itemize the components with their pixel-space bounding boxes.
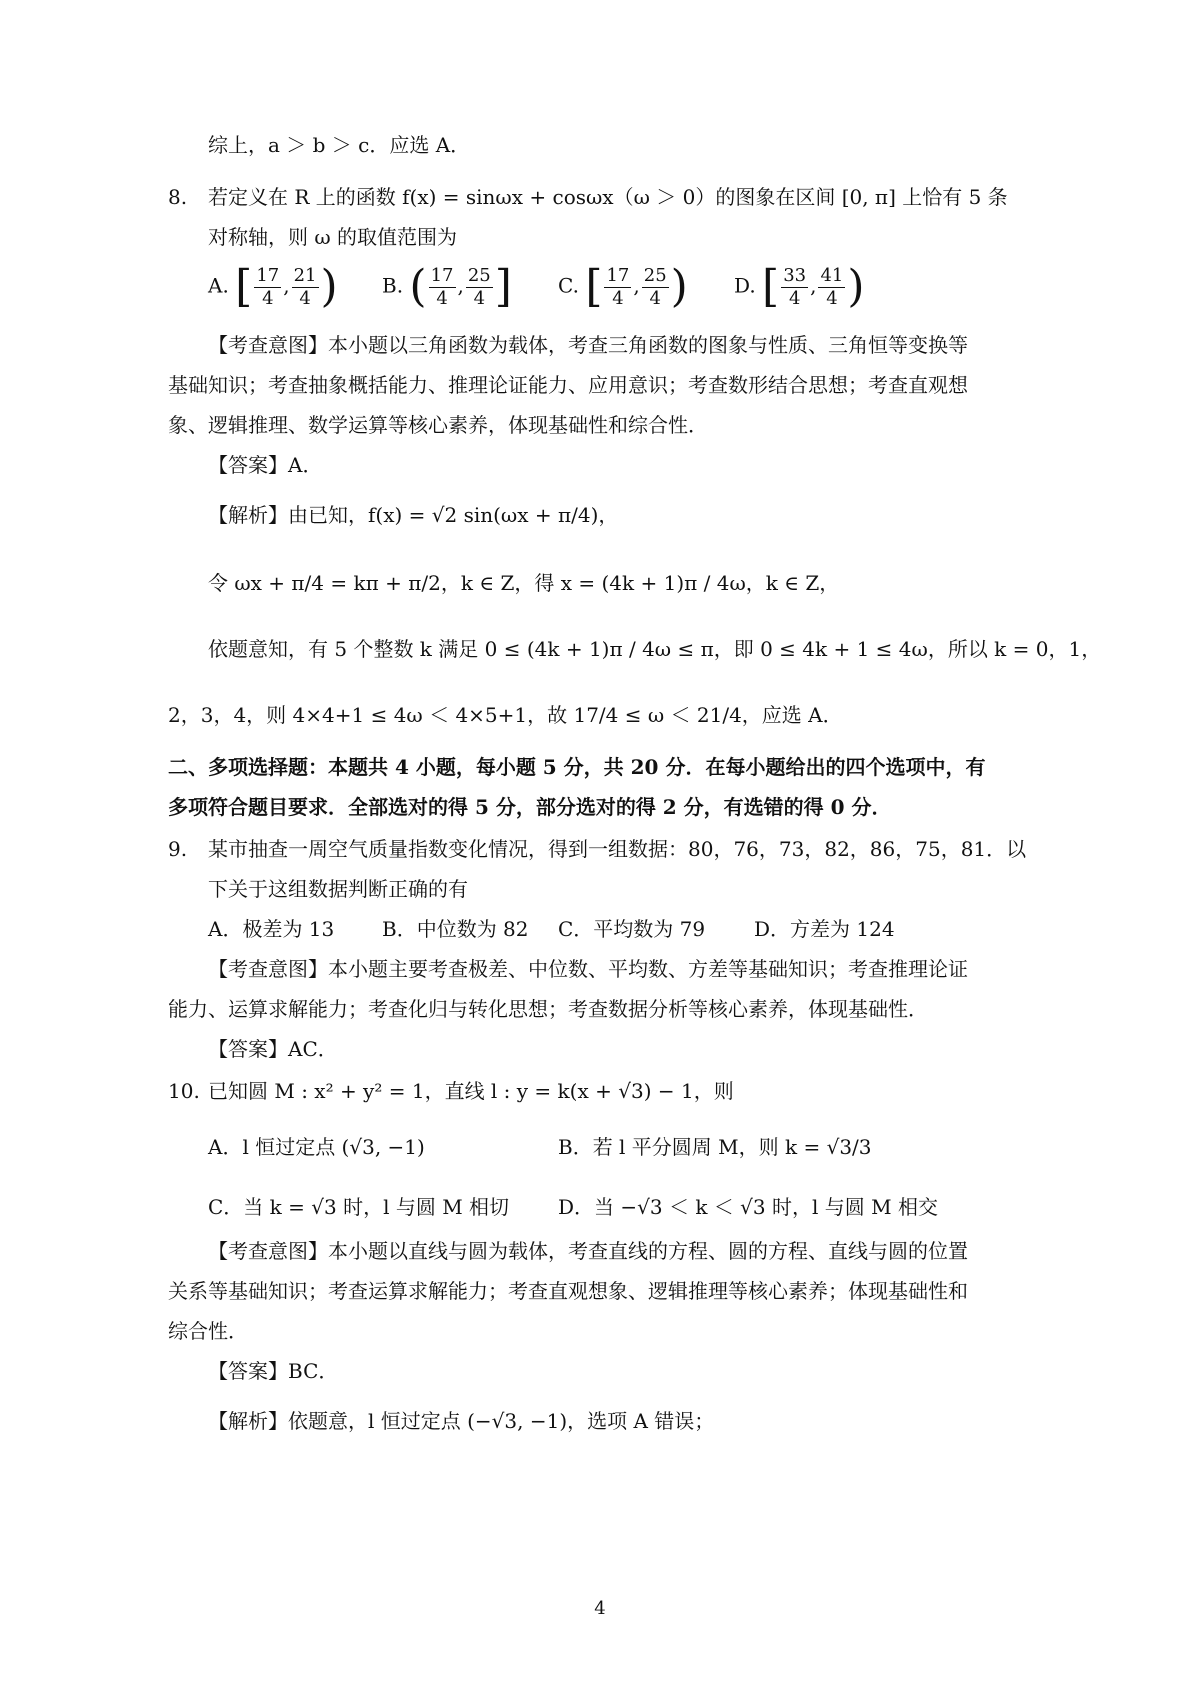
q8-solution-line4: 2，3，4，则 4×4+1 ≤ 4ω ＜ 4×5+1，故 17/4 ≤ ω ＜ 21/4，应选 A． [168, 703, 843, 727]
q8-option-b-frac1: $\frac{17}{4}$ [430, 264, 454, 309]
section2-heading-line1: 二、多项选择题：本题共 4 小题，每小题 5 分，共 20 分．在每小题给出的四个选项中，有 [168, 755, 986, 779]
q8-option-a-frac1: $\frac{17}{4}$ [256, 264, 280, 309]
q8-intent-line2: 基础知识；考查抽象概括能力、推理论证能力、应用意识；考查数形结合思想；考查直观想 [168, 373, 968, 397]
q8-stem-line1: 若定义在 R 上的函数 f(x) = sinωx + cosωx（ω ＞ 0）的图象在区间 [0, π] 上恰有 5 条 [208, 185, 1008, 209]
q9-stem-line1: 某市抽查一周空气质量指数变化情况，得到一组数据：80，76，73，82，86，75，81．以 [208, 837, 1027, 861]
q10-option-c: C．当 k = √3 时，l 与圆 M 相切 [208, 1195, 510, 1219]
q10-intent-line1: 【考查意图】本小题以直线与圆为载体，考查直线的方程、圆的方程、直线与圆的位置 [208, 1239, 968, 1263]
q9-answer: 【答案】AC． [208, 1037, 338, 1061]
q8-option-c-frac1: $\frac{17}{4}$ [606, 264, 630, 309]
q8-intent-line1: 【考查意图】本小题以三角函数为载体，考查三角函数的图象与性质、三角恒等变换等 [208, 333, 968, 357]
q8-option-d-frac1: $\frac{33}{4}$ [783, 264, 807, 309]
q10-option-a: A．l 恒过定点 (√3, −1) [208, 1135, 425, 1159]
q8-option-a-label: A. [208, 273, 229, 298]
q9-option-b: B．中位数为 82 [382, 917, 529, 941]
q9-option-d: D．方差为 124 [754, 917, 895, 941]
q8-stem-line2: 对称轴，则 ω 的取值范围为 [208, 225, 458, 249]
q8-option-c: C. [ $\frac{17}{4}$ , $\frac{25}{4}$ ) [558, 261, 688, 312]
q8-option-d-label: D. [734, 273, 756, 298]
q8-option-d-frac2: $\frac{41}{4}$ [820, 264, 844, 309]
page-number: 4 [594, 1598, 606, 1619]
q10-option-b: B．若 l 平分圆周 M，则 k = √3/3 [558, 1135, 872, 1159]
q9-intent-line2: 能力、运算求解能力；考查化归与转化思想；考查数据分析等核心素养，体现基础性． [168, 997, 928, 1021]
q10-number: 10. [168, 1079, 200, 1103]
q9-number: 9. [168, 837, 188, 861]
q10-intent-line3: 综合性． [168, 1319, 248, 1343]
q10-answer: 【答案】BC． [208, 1359, 339, 1383]
q9-option-c: C．平均数为 79 [558, 917, 706, 941]
q8-number: 8. [168, 185, 188, 209]
q9-option-a: A．极差为 13 [208, 917, 335, 941]
q8-option-a-frac2: $\frac{21}{4}$ [293, 264, 317, 309]
q8-answer: 【答案】A． [208, 453, 323, 477]
q9-stem-line2: 下关于这组数据判断正确的有 [208, 877, 468, 901]
q8-solution-line3: 依题意知，有 5 个整数 k 满足 0 ≤ (4k + 1)π / 4ω ≤ π，即 0 ≤ 4k + 1 ≤ 4ω，所以 k = 0，1， [208, 637, 1102, 661]
q8-option-a-open: [ [235, 261, 253, 312]
q8-option-c-frac2: $\frac{25}{4}$ [643, 264, 667, 309]
q8-option-b: B. ( $\frac{17}{4}$ , $\frac{25}{4}$ ] [382, 261, 512, 312]
q8-option-a-close: ) [320, 261, 338, 312]
q8-option-d: D. [ $\frac{33}{4}$ , $\frac{41}{4}$ ) [734, 261, 865, 312]
q8-option-c-label: C. [558, 273, 579, 298]
q8-solution-line2: 令 ωx + π/4 = kπ + π/2，k ∈ Z，得 x = (4k + 1)π / 4ω，k ∈ Z， [208, 571, 840, 595]
q8-option-b-label: B. [382, 273, 404, 298]
q10-solution-line1: 【解析】依题意，l 恒过定点 (−√3, −1)，选项 A 错误； [208, 1409, 715, 1433]
q9-intent-line1: 【考查意图】本小题主要考查极差、中位数、平均数、方差等基础知识；考查推理论证 [208, 957, 968, 981]
q8-solution-line1: 【解析】由已知，f(x) = √2 sin(ωx + π/4)， [208, 503, 619, 527]
q10-option-d: D．当 −√3 ＜ k ＜ √3 时，l 与圆 M 相交 [558, 1195, 938, 1219]
section2-heading-line2: 多项符合题目要求．全部选对的得 5 分，部分选对的得 2 分，有选错的得 0 分． [168, 795, 892, 819]
q8-intent-line3: 象、逻辑推理、数学运算等核心素养，体现基础性和综合性． [168, 413, 708, 437]
q10-stem: 已知圆 M : x² + y² = 1，直线 l : y = k(x + √3) − 1，则 [208, 1079, 734, 1103]
q7-summary: 综上，a ＞ b ＞ c．应选 A． [208, 133, 471, 157]
q8-option-b-frac2: $\frac{25}{4}$ [467, 264, 491, 309]
q8-option-a: A. [ $\frac{17}{4}$ , $\frac{21}{4}$ ) [208, 261, 338, 312]
q10-intent-line2: 关系等基础知识；考查运算求解能力；考查直观想象、逻辑推理等核心素养；体现基础性和 [168, 1279, 968, 1303]
